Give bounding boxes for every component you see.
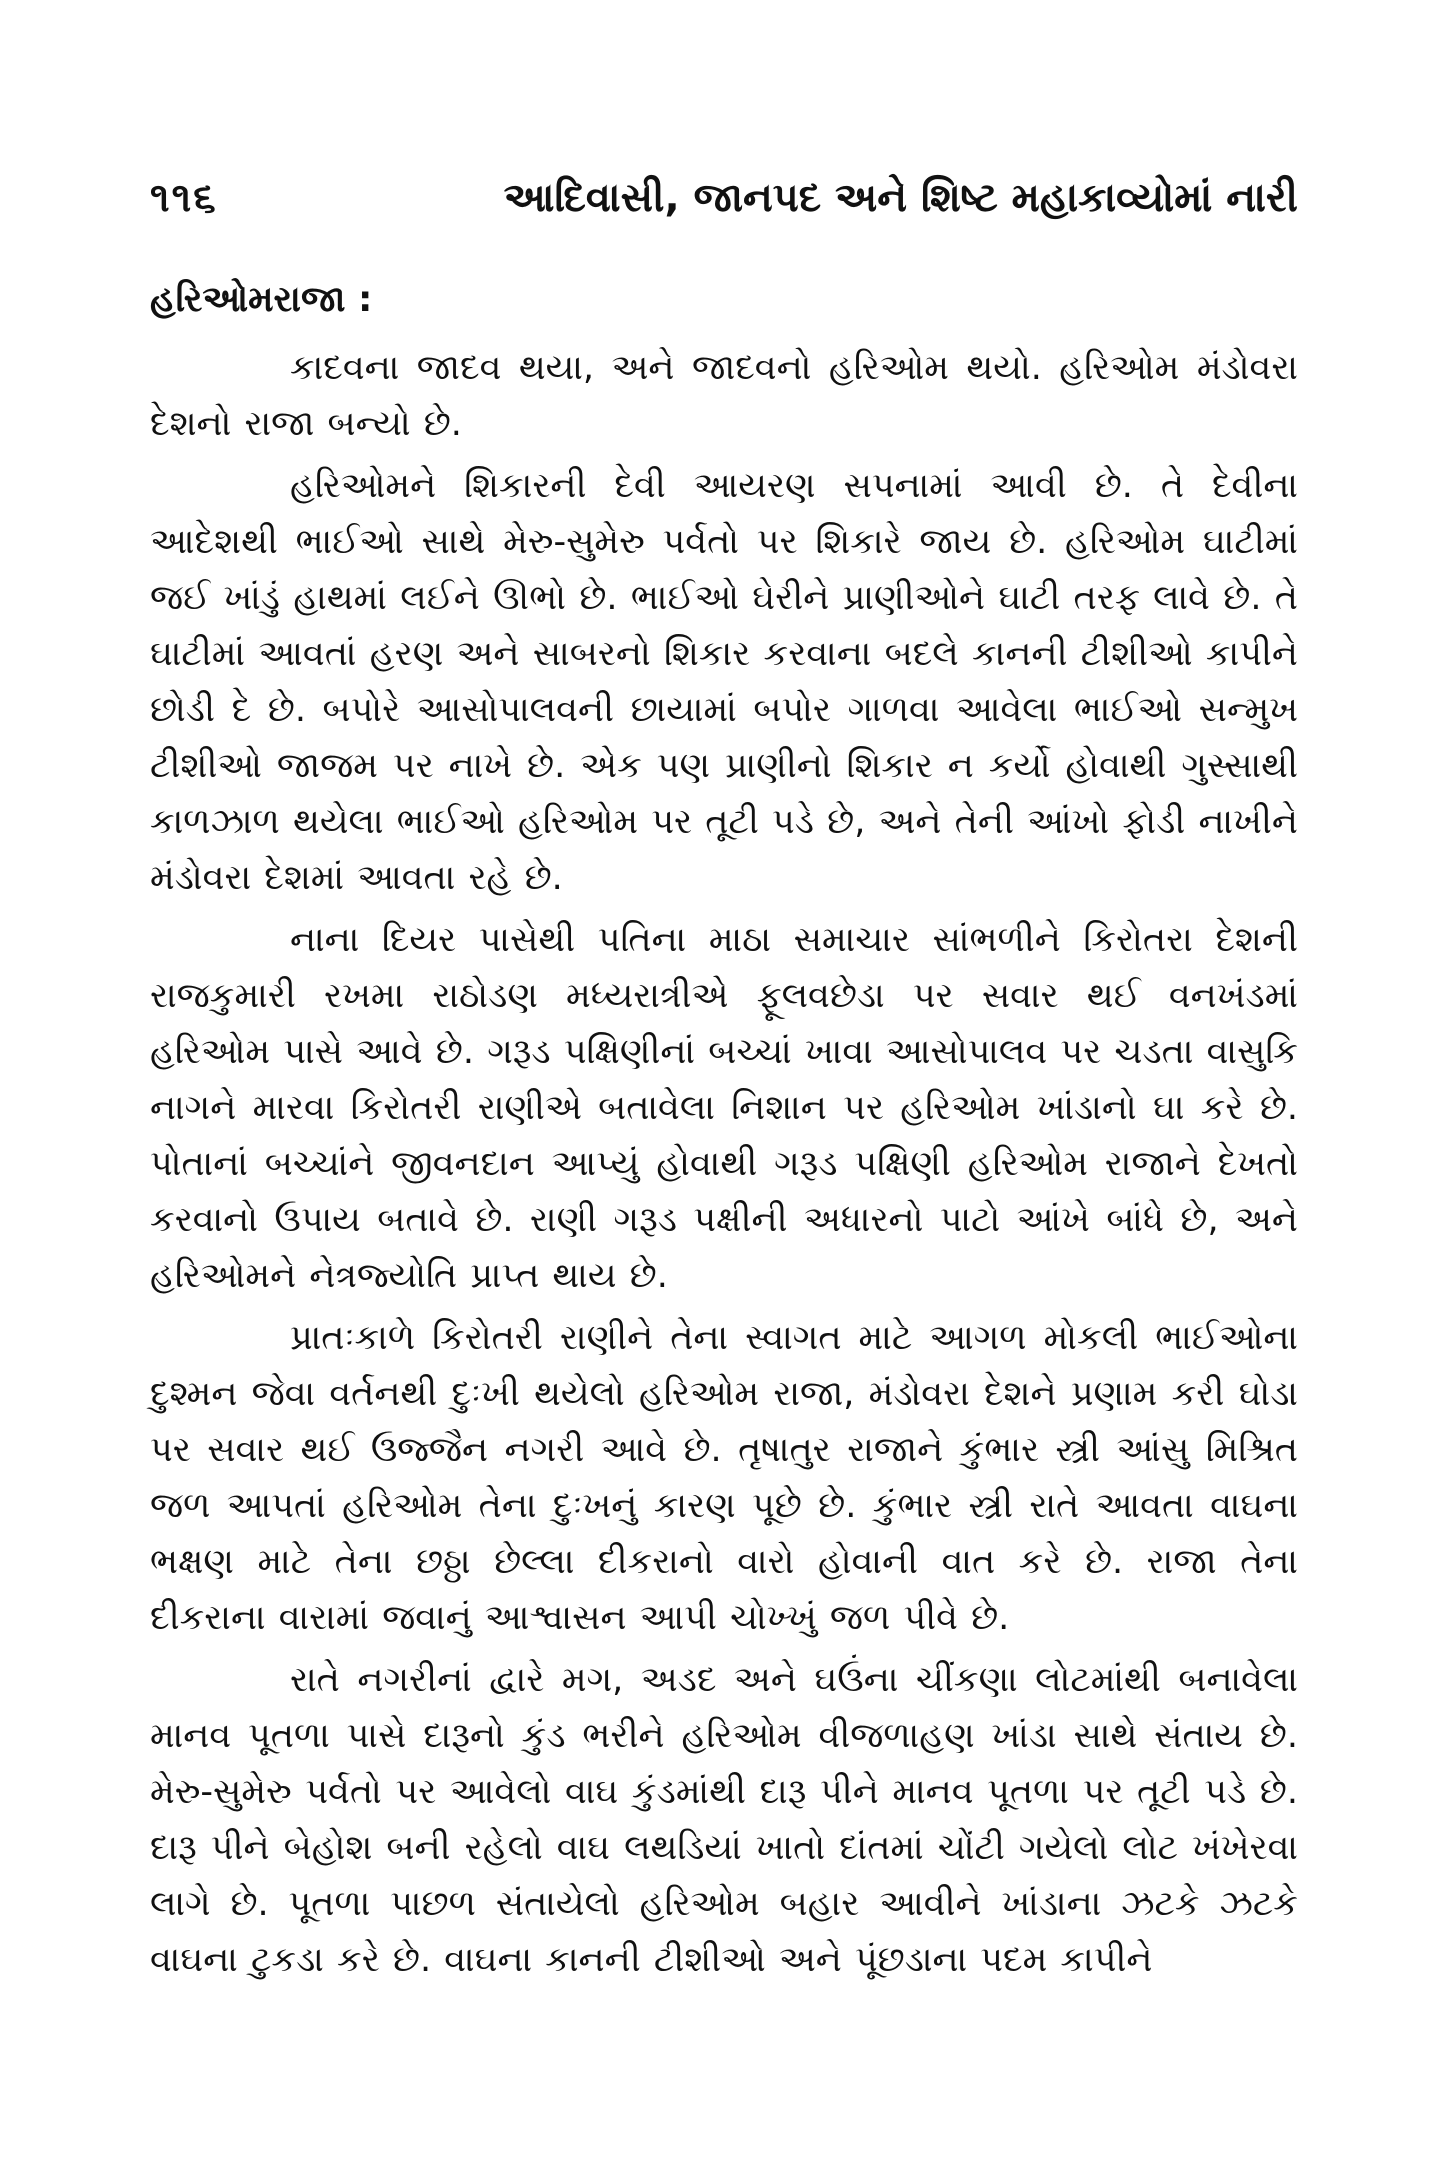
paragraph: રાતે નગરીનાં દ્વારે મગ, અડદ અને ઘઉંના ચીંકણા લોટમાંથી બનાવેલા માનવ પૂતળા પાસે દારૂનો કુંડ ભરીને હરિઓમ વીજળાહણ ખાંડા સાથે સંતાય છે. મેરુ-સુમેરુ પર્વતો પર આવેલો વાઘ કુંડમાંથી દારૂ પીને માનવ પૂતળા પર તૂટી પડે છે. દારૂ પીને બેહોશ બની રહેલો વાઘ લથડિયાં ખાતો દાંતમાં ચોંટી ગયેલો લોટ ખંખેરવા લાગે છે. પૂતળા પાછળ સંતાયેલો હરિઓમ બહાર આવીને ખાંડાના ઝટકે ઝટકે વાઘના ટુકડા કરે છે. વાઘના કાનની ટીશીઓ અને પૂંછડાના પદમ કાપીને bbox=[150, 1660, 1298, 1980]
paragraph: પ્રાતઃકાળે કિરોતરી રાણીને તેના સ્વાગત માટે આગળ મોકલી ભાઈઓના દુશ્મન જેવા વર્તનથી દુઃખી થયેલો હરિઓમ રાજા, મંડોવરા દેશને પ્રણામ કરી ઘોડા પર સવાર થઈ ઉજ્જૈન નગરી આવે છે. તૃષાતુર રાજાને કુંભાર સ્ત્રી આંસુ મિશ્રિત જળ આપતાં હરિઓમ તેના દુઃખનું કારણ પૂછે છે. કુંભાર સ્ત્રી રાતે આવતા વાઘના ભક્ષણ માટે તેના છઠ્ઠા છેલ્લા દીકરાનો વારો હોવાની વાત કરે છે. રાજા તેના દીકરાના વારામાં જવાનું આશ્વાસન આપી ચોખ્ખું જળ પીવે છે. bbox=[150, 1318, 1298, 1638]
paragraph: નાના દિયર પાસેથી પતિના માઠા સમાચાર સાંભળીને કિરોતરા દેશની રાજકુમારી રખમા રાઠોડણ મધ્યરાત્રીએ ફૂલવછેડા પર સવાર થઈ વનખંડમાં હરિઓમ પાસે આવે છે. ગરૂડ પક્ષિણીનાં બચ્ચાં ખાવા આસોપાલવ પર ચડતા વાસુકિ નાગને મારવા કિરોતરી રાણીએ બતાવેલા નિશાન પર હરિઓમ ખાંડાનો ઘા કરે છે. પોતાનાં બચ્ચાંને જીવનદાન આપ્યું હોવાથી ગરૂડ પક્ષિણી હરિઓમ રાજાને દેખતો કરવાનો ઉપાય બતાવે છે. રાણી ગરૂડ પક્ષીની અધારનો પાટો આંખે બાંધે છે, અને હરિઓમને નેત્રજ્યોતિ પ્રાપ્ત થાય છે. bbox=[150, 920, 1298, 1296]
book-page bbox=[150, 170, 1298, 1988]
section-heading: હરિઓમરાજા : bbox=[150, 279, 373, 320]
book-title: આદિવાસી, જાનપદ અને શિષ્ટ મહાકાવ્યોમાં નારી bbox=[503, 175, 1298, 221]
page-number: ૧૧૬ bbox=[150, 175, 218, 221]
running-header bbox=[150, 170, 1298, 230]
paragraph: હરિઓમને શિકારની દેવી આયરણ સપનામાં આવી છે. તે દેવીના આદેશથી ભાઈઓ સાથે મેરુ-સુમેરુ પર્વતો પર શિકારે જાય છે. હરિઓમ ઘાટીમાં જઈ ખાંડું હાથમાં લઈને ઊભો છે. ભાઈઓ ઘેરીને પ્રાણીઓને ઘાટી તરફ લાવે છે. તે ઘાટીમાં આવતાં હરણ અને સાબરનો શિકાર કરવાના બદલે કાનની ટીશીઓ કાપીને છોડી દે છે. બપોરે આસોપાલવની છાયામાં બપોર ગાળવા આવેલા ભાઈઓ સન્મુખ ટીશીઓ જાજમ પર નાખે છે. એક પણ પ્રાણીનો શિકાર ન કર્યો હોવાથી ગુસ્સાથી કાળઝાળ થયેલા ભાઈઓ હરિઓમ પર તૂટી પડે છે, અને તેની આંખો ફોડી નાખીને મંડોવરા દેશમાં આવતા રહે છે. bbox=[150, 466, 1298, 898]
paragraph: કાદવના જાદવ થયા, અને જાદવનો હરિઓમ થયો. હરિઓમ મંડોવરા દેશનો રાજા બન્યો છે. bbox=[150, 348, 1298, 444]
body-text bbox=[150, 340, 1298, 1988]
